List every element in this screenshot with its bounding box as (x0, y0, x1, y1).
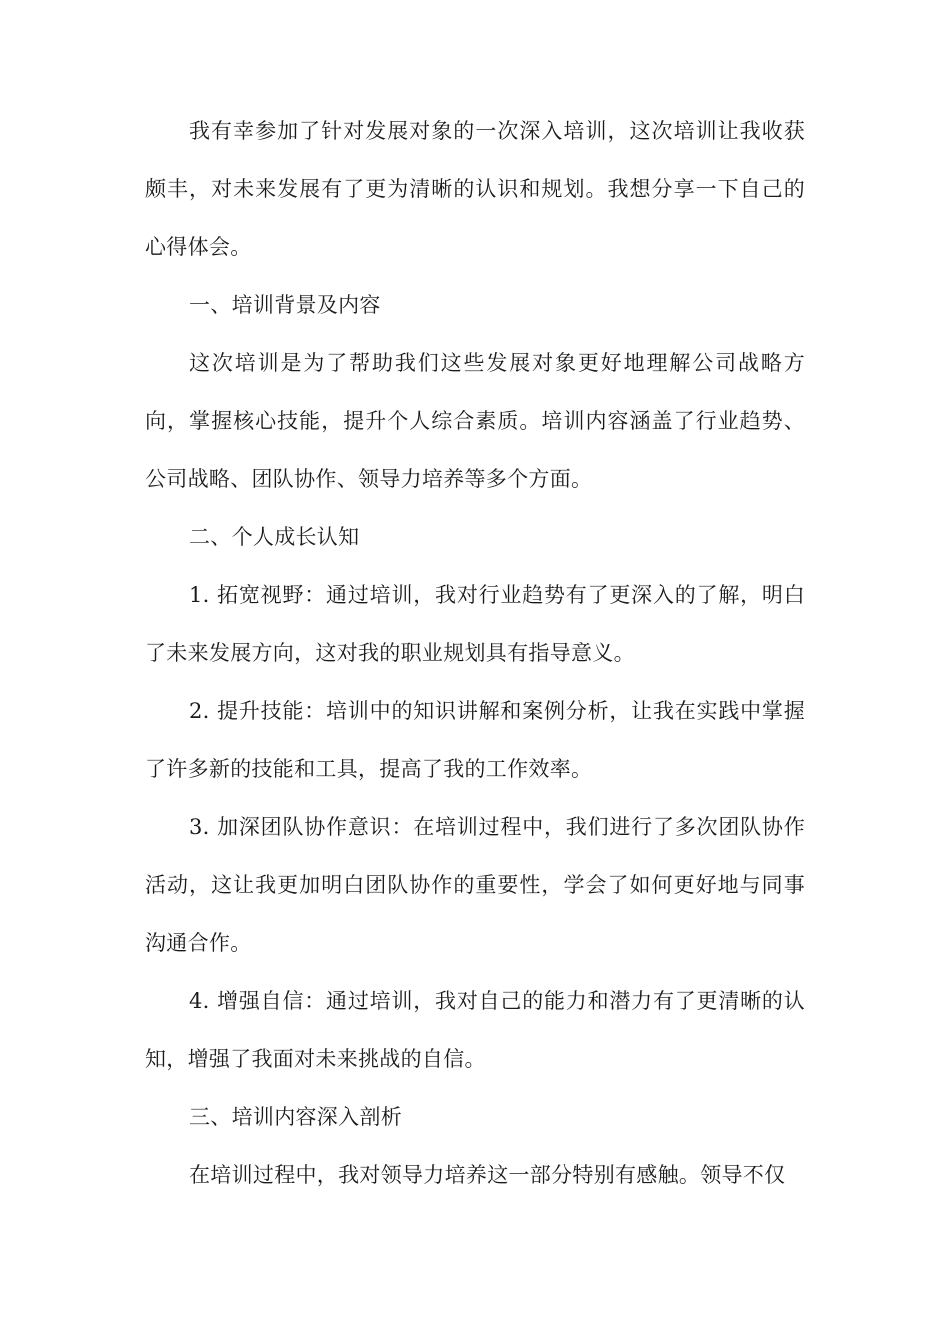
analysis-paragraph: 在培训过程中，我对领导力培养这一部分特别有感触。领导不仅 (189, 1163, 786, 1187)
section-heading-1: 一、培训背景及内容 (189, 293, 381, 317)
section-heading-2: 二、个人成长认知 (189, 525, 360, 549)
section-heading-3: 三、培训内容深入剖析 (189, 1105, 402, 1129)
growth-item-4: 4. 增强自信：通过培训，我对自己的能力和潜力有了更清晰的认知，增强了我面对未来挑战的自信。 (145, 989, 805, 1071)
growth-item-2: 2. 提升技能：培训中的知识讲解和案例分析，让我在实践中掌握了许多新的技能和工具，提高了我的工作效率。 (145, 699, 805, 781)
growth-item-3: 3. 加深团队协作意识：在培训过程中，我们进行了多次团队协作活动，这让我更加明白团队协作的重要性，学会了如何更好地与同事沟通合作。 (145, 815, 805, 955)
document-body (145, 102, 805, 1204)
growth-item-1: 1. 拓宽视野：通过培训，我对行业趋势有了更深入的了解，明白了未来发展方向，这对我的职业规划具有指导意义。 (145, 583, 805, 665)
background-paragraph: 这次培训是为了帮助我们这些发展对象更好地理解公司战略方向，掌握核心技能，提升个人综合素质。培训内容涵盖了行业趋势、公司战略、团队协作、领导力培养等多个方面。 (145, 351, 805, 491)
intro-paragraph: 我有幸参加了针对发展对象的一次深入培训，这次培训让我收获颇丰，对未来发展有了更为清晰的认识和规划。我想分享一下自己的心得体会。 (145, 119, 805, 259)
